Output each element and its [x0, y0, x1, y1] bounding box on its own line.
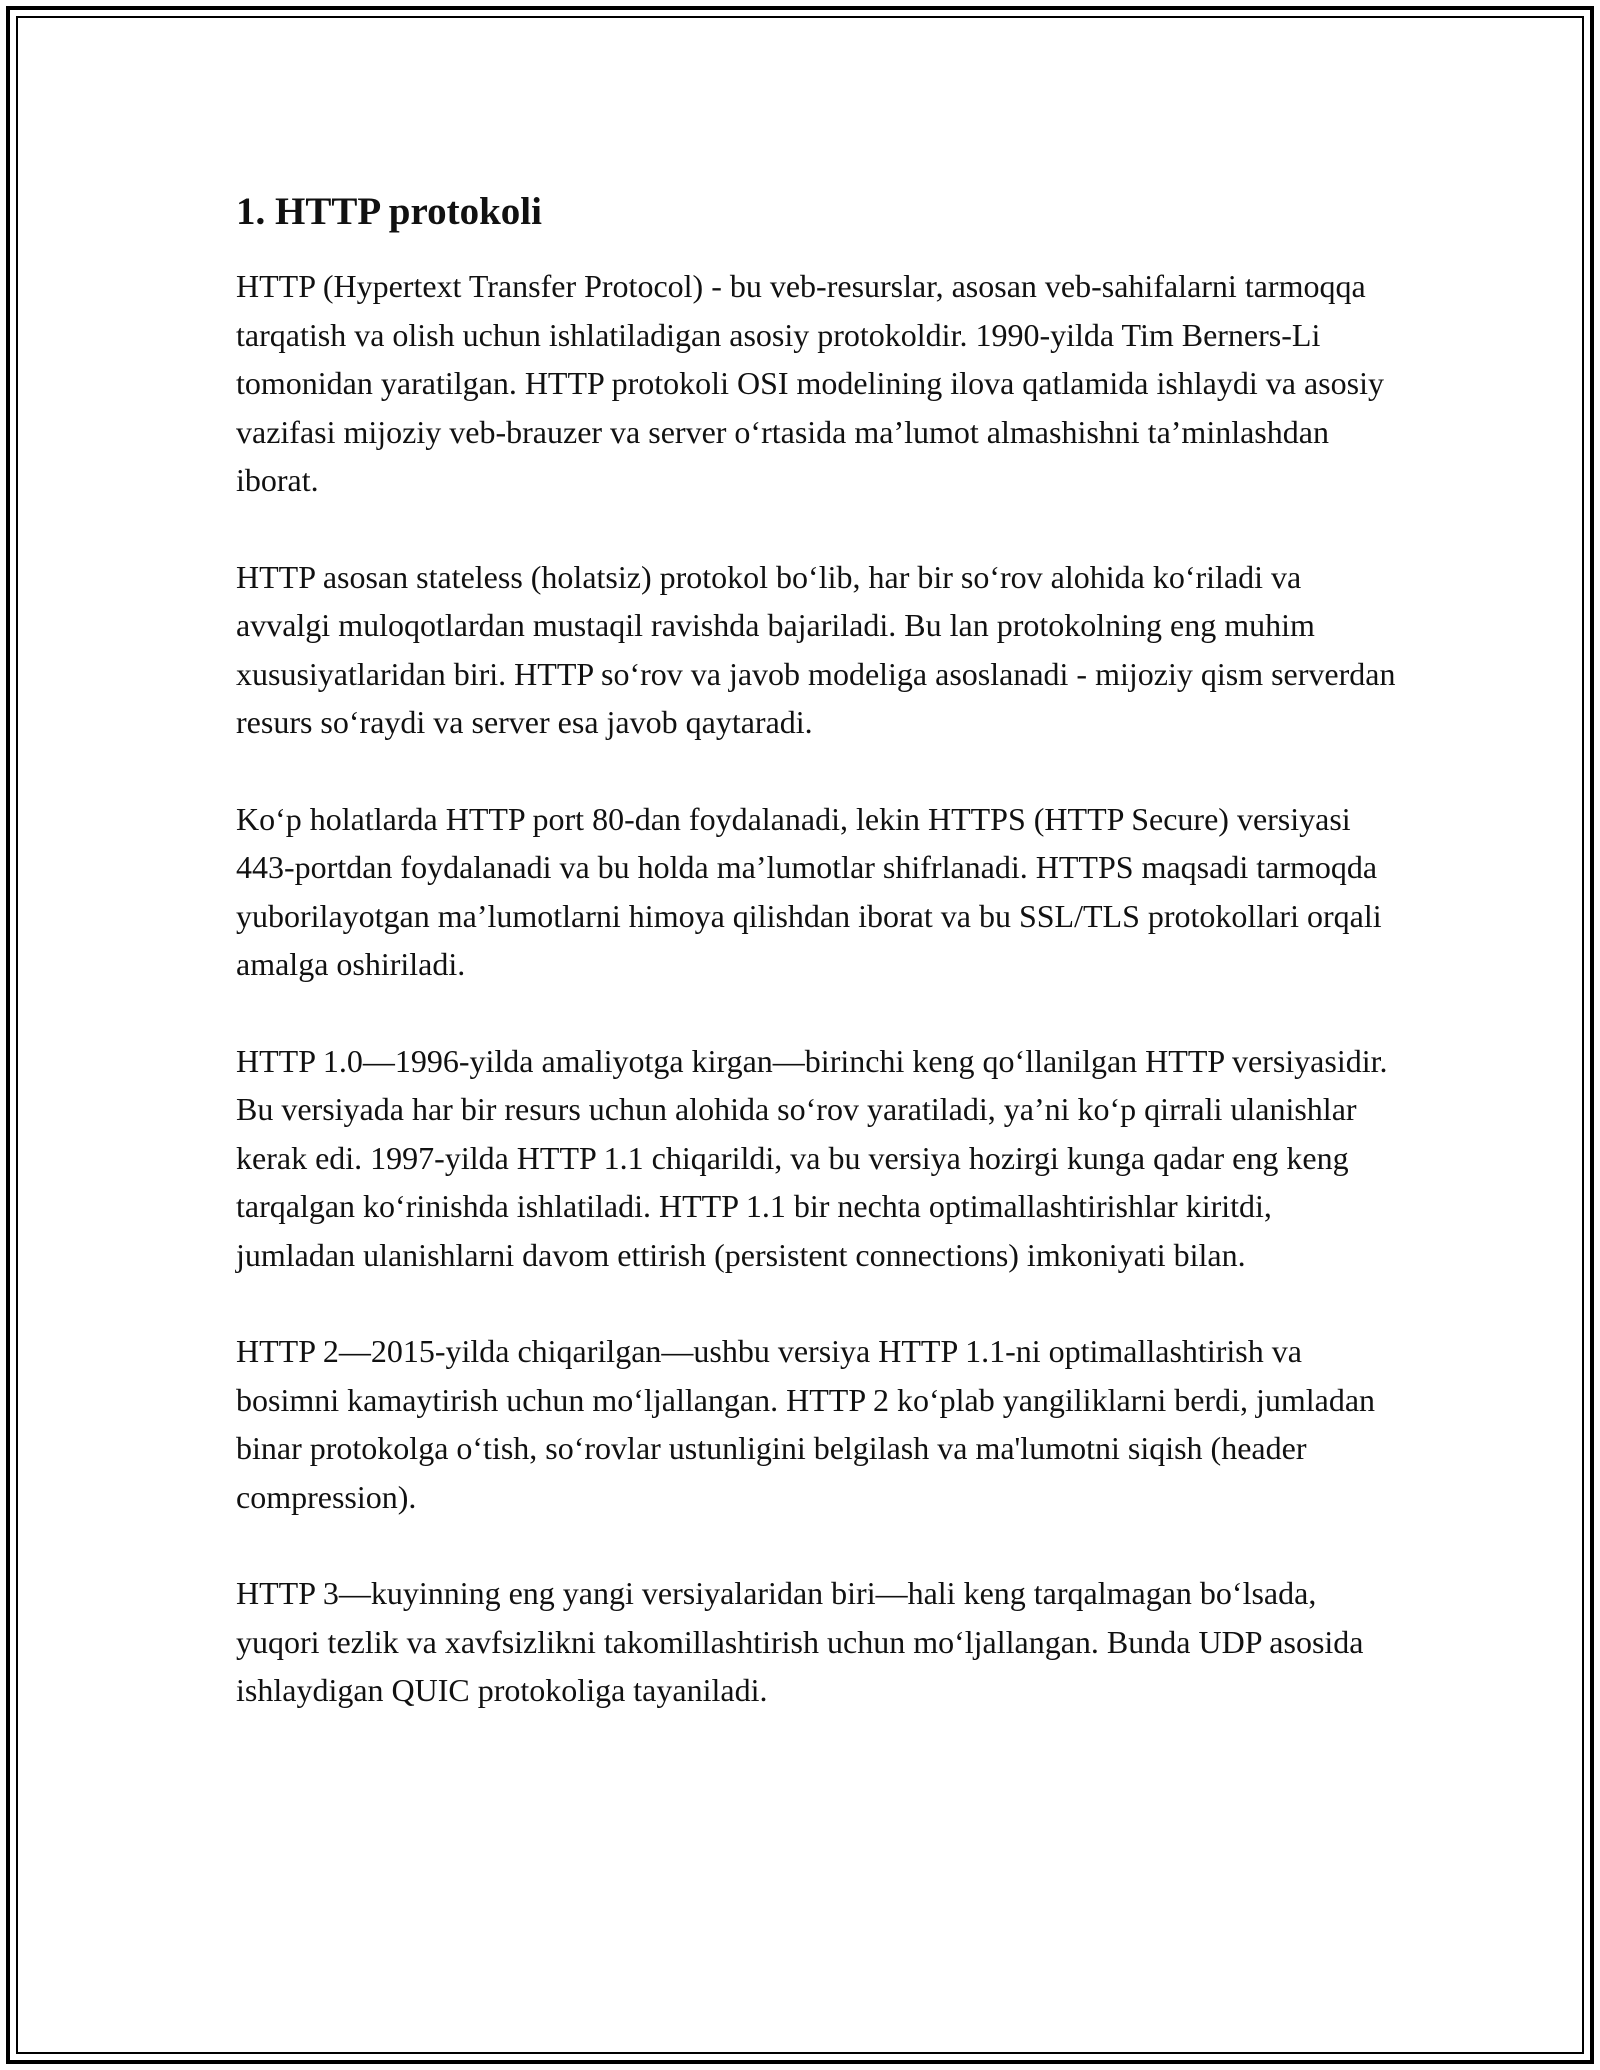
paragraph-stateless: HTTP asosan stateless (holatsiz) protokol bo‘lib, har bir so‘rov alohida ko‘riladi va avvalgi muloqotlardan mustaqil ravishda bajariladi. Bu lan protokolning eng muhim xususiyatlaridan biri. HTTP so‘rov va javob modeliga asoslanadi - mijoziy qism serverdan resurs so‘raydi va server esa javob qaytaradi. [236, 558, 1396, 740]
paragraph-intro: HTTP (Hypertext Transfer Protocol) - bu veb-resurslar, asosan veb-sahifalarni tarmoqqa tarqatish va olish uchun ishlatiladigan asosiy protokoldir. 1990-yilda Tim Berners-Li tomonidan yaratilgan. HTTP protokoli OSI modelining ilova qatlamida ishlaydi va asosiy vazifasi mijoziy veb-brauzer va server o‘rtasida ma’lumot almashishni ta’minlashdan iborat. [236, 268, 1384, 498]
section-heading: 1. HTTP protokoli [236, 190, 542, 233]
paragraph-http1: HTTP 1.0—1996-yilda amaliyotga kirgan—birinchi keng qo‘llanilgan HTTP versiyasidir. Bu versiyada har bir resurs uchun alohida so‘rov yaratiladi, ya’ni ko‘p qirrali ulanishlar kerak edi. 1997-yilda HTTP 1.1 chiqarildi, va bu versiya hozirgi kunga qadar eng keng tarqalgan ko‘rinishda ishlatiladi. HTTP 1.1 bir nechta optimallashtirishlar kiritdi, jumladan ulanishlarni davom ettirish (persistent connections) imkoniyati bilan. [236, 1042, 1388, 1273]
paragraph-http3: HTTP 3—kuyinning eng yangi versiyalaridan biri—hali keng tarqalmagan bo‘lsada, yuqori tezlik va xavfsizlikni takomillashtirish uchun mo‘ljallangan. Bunda UDP asosida ishlaydigan QUIC protokoliga tayaniladi. [236, 1575, 1364, 1708]
paragraph-http2: HTTP 2—2015-yilda chiqarilgan—ushbu versiya HTTP 1.1-ni optimallashtirish va bosimni kamaytirish uchun mo‘ljallangan. HTTP 2 ko‘plab yangiliklarni berdi, jumladan binar protokolga o‘tish, so‘rovlar ustunligini belgilash va ma'lumotni siqish (header compression). [236, 1333, 1376, 1515]
document-body [236, 186, 1396, 1763]
paragraph-https: Ko‘p holatlarda HTTP port 80-dan foydalanadi, lekin HTTPS (HTTP Secure) versiyasi 443-portdan foydalanadi va bu holda ma’lumotlar shifrlanadi. HTTPS maqsadi tarmoqda yuborilayotgan ma’lumotlarni himoya qilishdan iborat va bu SSL/TLS protokollari orqali amalga oshiriladi. [236, 800, 1382, 982]
